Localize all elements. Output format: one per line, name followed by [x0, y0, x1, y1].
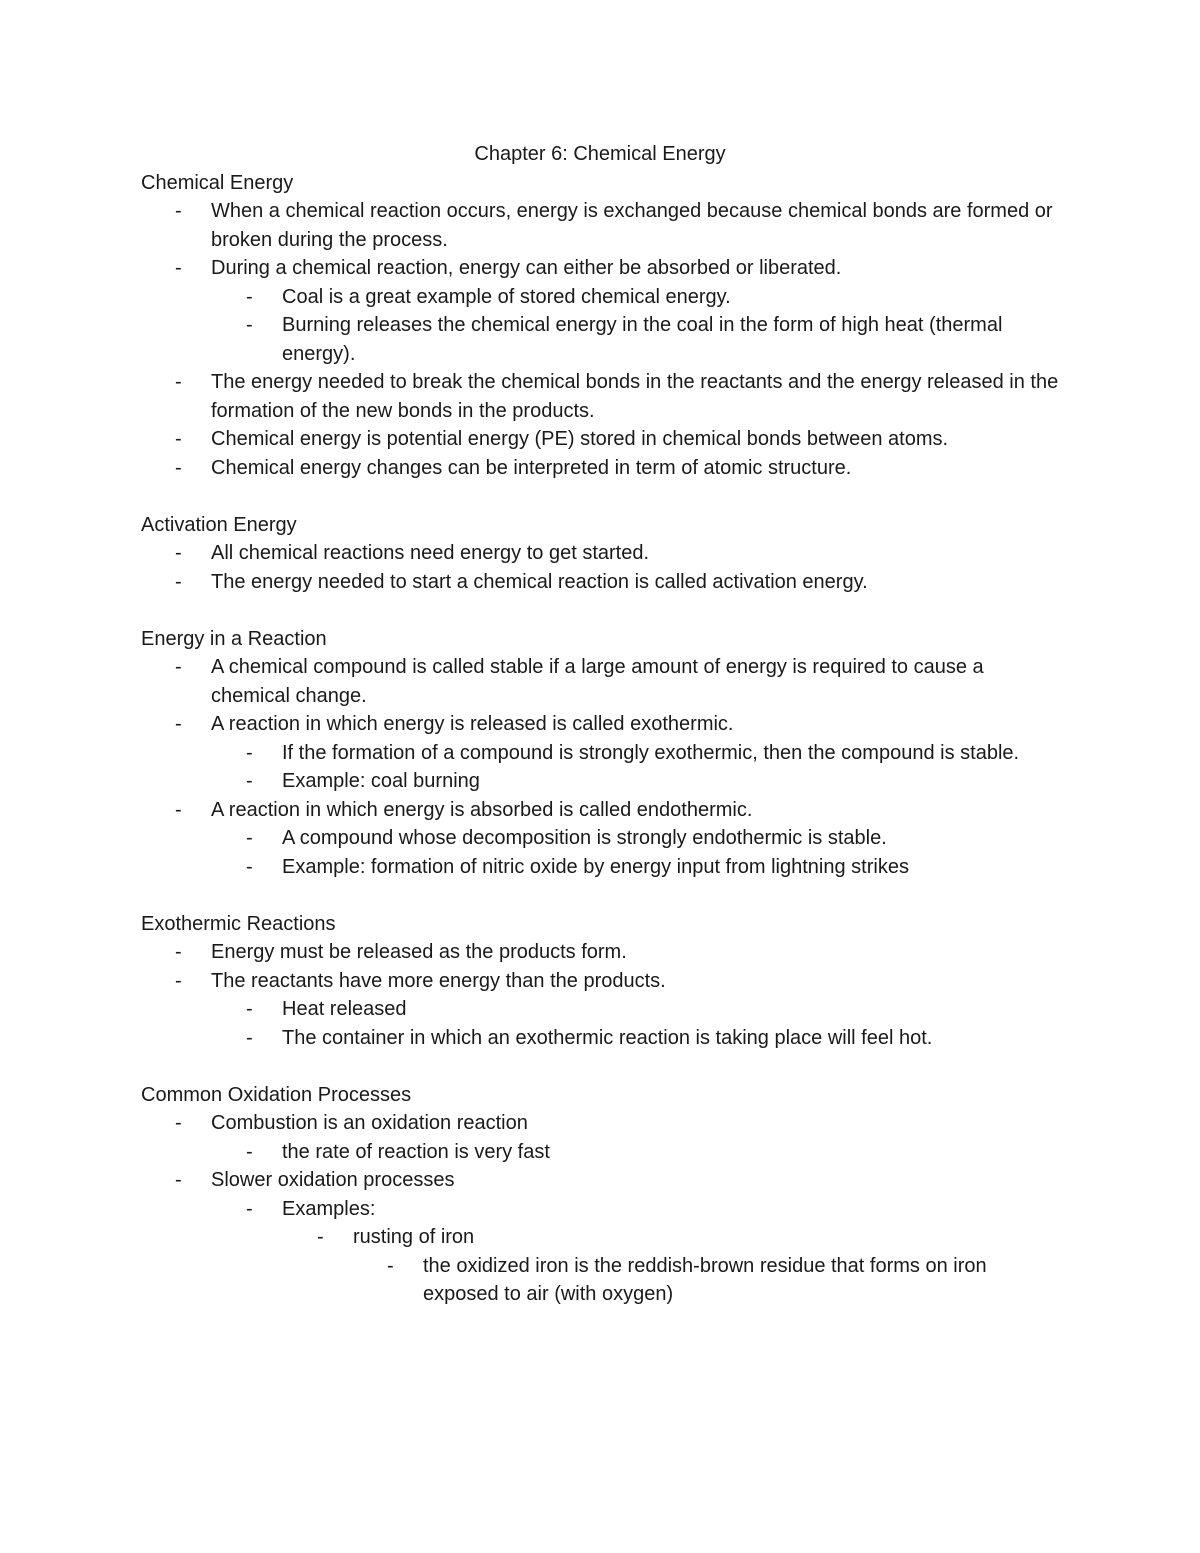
bullet-dash: -	[387, 1254, 394, 1277]
list-item	[175, 710, 1061, 739]
list-item	[175, 1166, 1061, 1195]
bullet-dash: -	[175, 798, 182, 821]
list-item-text: Chemical energy changes can be interpreted in term of atomic structure.	[211, 456, 852, 479]
bullet-dash: -	[317, 1226, 324, 1248]
list-item-text: The energy needed to break the chemical bonds in the reactants and the energy released in the formation of the new bonds in the products.	[211, 371, 1059, 422]
list-item	[175, 653, 1061, 710]
bullet-dash: -	[175, 200, 182, 222]
list-item-text: Energy must be released as the products form.	[211, 941, 627, 963]
list-item-text: Coal is a great example of stored chemical energy.	[282, 285, 731, 308]
bullet-dash: -	[175, 542, 182, 564]
bullet-dash: -	[246, 1026, 253, 1049]
list-item	[246, 1195, 1061, 1224]
list-item	[175, 254, 1061, 283]
list-item	[175, 454, 1061, 483]
bullet-dash: -	[246, 285, 253, 308]
list-item	[246, 1024, 1061, 1053]
list-item-text: If the formation of a compound is strongly exothermic, then the compound is stable.	[282, 741, 1020, 764]
sections-container	[141, 169, 1061, 1309]
section	[141, 625, 1061, 882]
bullet-dash: -	[175, 456, 182, 479]
list-item	[246, 853, 1061, 882]
bullet-dash: -	[175, 570, 182, 593]
list-item-text: All chemical reactions need energy to get started.	[211, 542, 650, 564]
bullet-dash: -	[246, 998, 253, 1020]
list-item	[175, 539, 1061, 568]
bullet-dash: -	[175, 656, 182, 678]
list-item	[175, 1109, 1061, 1138]
document-body	[141, 140, 1061, 1309]
section-heading: Common Oxidation Processes	[141, 1083, 412, 1106]
list-item-text: The reactants have more energy than the products.	[211, 969, 666, 992]
bullet-dash: -	[246, 770, 253, 792]
list-item-text: Combustion is an oxidation reaction	[211, 1112, 528, 1134]
section-heading: Chemical Energy	[141, 171, 294, 194]
bullet-dash: -	[175, 941, 182, 963]
list-item	[175, 568, 1061, 597]
section-heading: Activation Energy	[141, 513, 297, 536]
list-item	[175, 197, 1061, 254]
list-item	[175, 796, 1061, 825]
list-item-text: Slower oxidation processes	[211, 1169, 455, 1191]
list-item	[246, 824, 1061, 853]
section	[141, 169, 1061, 483]
bullet-dash: -	[175, 969, 182, 992]
list-item-text: During a chemical reaction, energy can either be absorbed or liberated.	[211, 257, 842, 279]
list-item-text: A chemical compound is called stable if a large amount of energy is required to cause a chemical change.	[211, 656, 984, 707]
bullet-dash: -	[175, 371, 182, 393]
list-item-text: The energy needed to start a chemical reaction is called activation energy.	[211, 570, 868, 593]
bullet-dash: -	[246, 741, 253, 764]
list-item-text: rusting of iron	[353, 1226, 475, 1248]
section	[141, 1081, 1061, 1309]
bullet-dash: -	[175, 1112, 182, 1134]
list-item-text: Examples:	[282, 1197, 376, 1220]
list-item	[175, 938, 1061, 967]
list-item-text: the oxidized iron is the reddish-brown residue that forms on iron exposed to air (with oxygen)	[423, 1254, 987, 1305]
bullet-dash: -	[175, 713, 182, 735]
list-item-text: Heat released	[282, 998, 407, 1020]
list-item-text: The container in which an exothermic reaction is taking place will feel hot.	[282, 1026, 933, 1049]
bullet-dash: -	[175, 428, 182, 450]
list-item-text: Example: formation of nitric oxide by energy input from lightning strikes	[282, 855, 909, 878]
bullet-dash: -	[175, 257, 182, 279]
list-item	[175, 967, 1061, 996]
page-title: Chapter 6: Chemical Energy	[474, 143, 726, 165]
list-item	[246, 739, 1061, 768]
list-item-text: A reaction in which energy is absorbed is called endothermic.	[211, 798, 753, 821]
section-heading: Energy in a Reaction	[141, 627, 327, 650]
bullet-dash: -	[246, 1140, 253, 1163]
list-item	[246, 767, 1061, 796]
bullet-dash: -	[246, 827, 253, 849]
bullet-dash: -	[246, 855, 253, 878]
bullet-dash: -	[246, 314, 253, 336]
list-item	[246, 995, 1061, 1024]
list-item-text: A compound whose decomposition is strongly endothermic is stable.	[282, 827, 887, 849]
list-item-text: When a chemical reaction occurs, energy is exchanged because chemical bonds are formed or broken during the process.	[211, 200, 1053, 251]
list-item	[317, 1223, 1061, 1252]
bullet-dash: -	[175, 1169, 182, 1191]
list-item	[246, 283, 1061, 312]
section	[141, 511, 1061, 597]
list-item	[387, 1252, 1061, 1309]
list-item-text: Chemical energy is potential energy (PE) stored in chemical bonds between atoms.	[211, 428, 949, 450]
section-heading: Exothermic Reactions	[141, 912, 336, 935]
list-item-text: Example: coal burning	[282, 770, 480, 792]
list-item-text: the rate of reaction is very fast	[282, 1140, 550, 1163]
section	[141, 910, 1061, 1053]
bullet-dash: -	[246, 1197, 253, 1220]
list-item	[246, 1138, 1061, 1167]
list-item	[246, 311, 1061, 368]
list-item-text: A reaction in which energy is released is called exothermic.	[211, 713, 734, 735]
list-item	[175, 368, 1061, 425]
list-item	[175, 425, 1061, 454]
list-item-text: Burning releases the chemical energy in the coal in the form of high heat (thermal energy).	[282, 314, 1003, 365]
